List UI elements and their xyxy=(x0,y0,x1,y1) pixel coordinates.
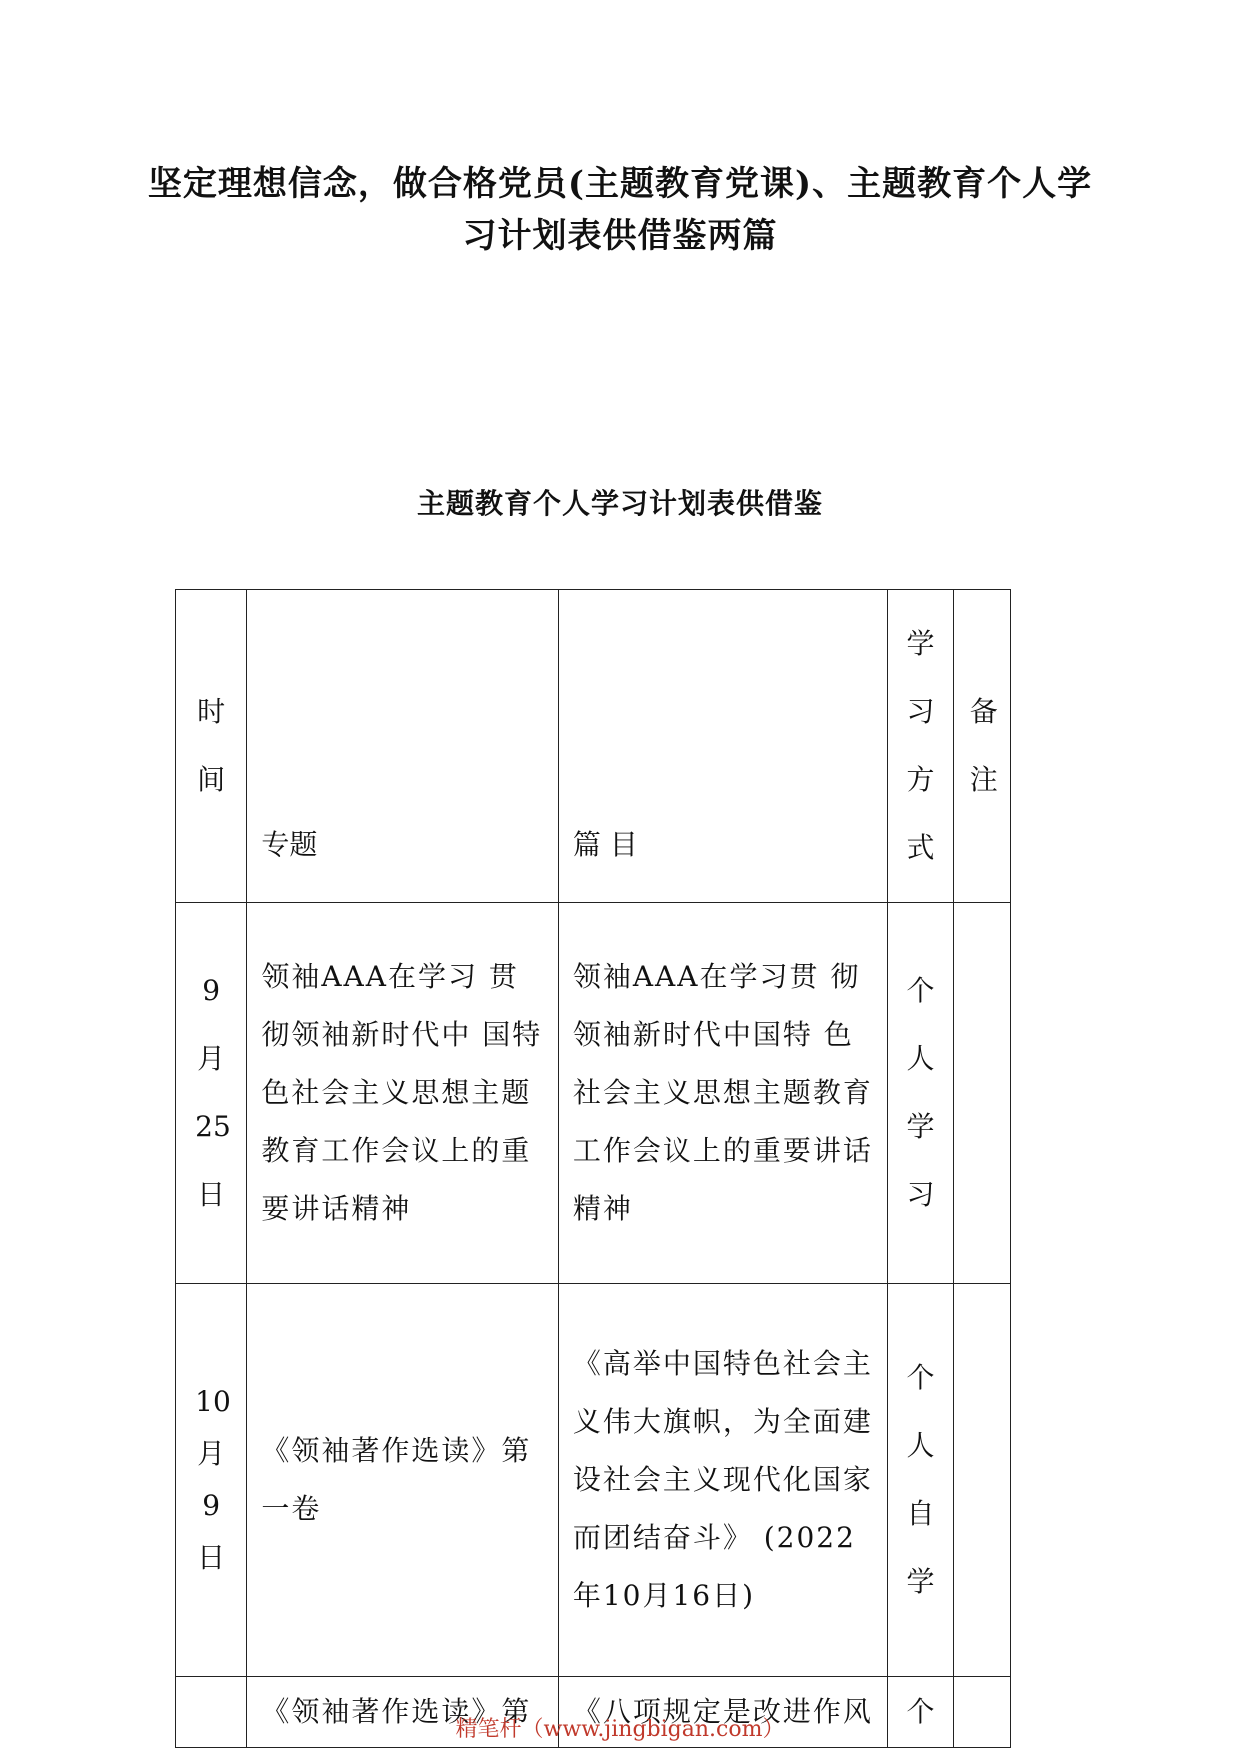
table-header-row xyxy=(176,590,1011,903)
cell-method: 个人自学 xyxy=(888,1284,953,1677)
document-title: 坚定理想信念，做合格党员(主题教育党课)、主题教育个人学习计划表供借鉴两篇 xyxy=(147,164,1093,256)
header-method: 学习方式 xyxy=(888,590,953,903)
cell-topic: 《领袖著作选读》第 xyxy=(247,1677,558,1748)
header-time: 时间 xyxy=(176,590,247,903)
cell-article: 《八项规定是改进作风 xyxy=(558,1677,888,1748)
cell-method: 个人学习 xyxy=(888,903,953,1284)
cell-note xyxy=(953,1284,1010,1677)
header-article: 篇 目 xyxy=(558,590,888,903)
cell-article: 领袖AAA在学习贯 彻领袖新时代中国特 色社会主义思想主题教育工作会议上的重要讲话精神 xyxy=(558,903,888,1284)
study-plan-table xyxy=(175,589,1011,1748)
table-row xyxy=(176,903,1011,1284)
cell-time: 10月9日 xyxy=(176,1284,247,1677)
table-row xyxy=(176,1284,1011,1677)
cell-method: 个 xyxy=(888,1677,953,1748)
cell-topic: 《领袖著作选读》第一卷 xyxy=(247,1284,558,1677)
cell-note xyxy=(953,903,1010,1284)
cell-time: 9 月25日 xyxy=(176,903,247,1284)
header-note: 备注 xyxy=(953,590,1010,903)
cell-article: 《高举中国特色社会主义伟大旗帜，为全面建设社会主义现代化国家而团结奋斗》 (2022年10月16日) xyxy=(558,1284,888,1677)
header-topic: 专题 xyxy=(247,590,558,903)
footer-watermark: 精笔杆（www.jingbigan.com） xyxy=(455,1717,785,1742)
cell-topic: 领袖AAA在学习 贯彻领袖新时代中 国特色社会主义思想主题教育工作会议上的重要讲话精神 xyxy=(247,903,558,1284)
section-title: 主题教育个人学习计划表供借鉴 xyxy=(416,487,823,520)
